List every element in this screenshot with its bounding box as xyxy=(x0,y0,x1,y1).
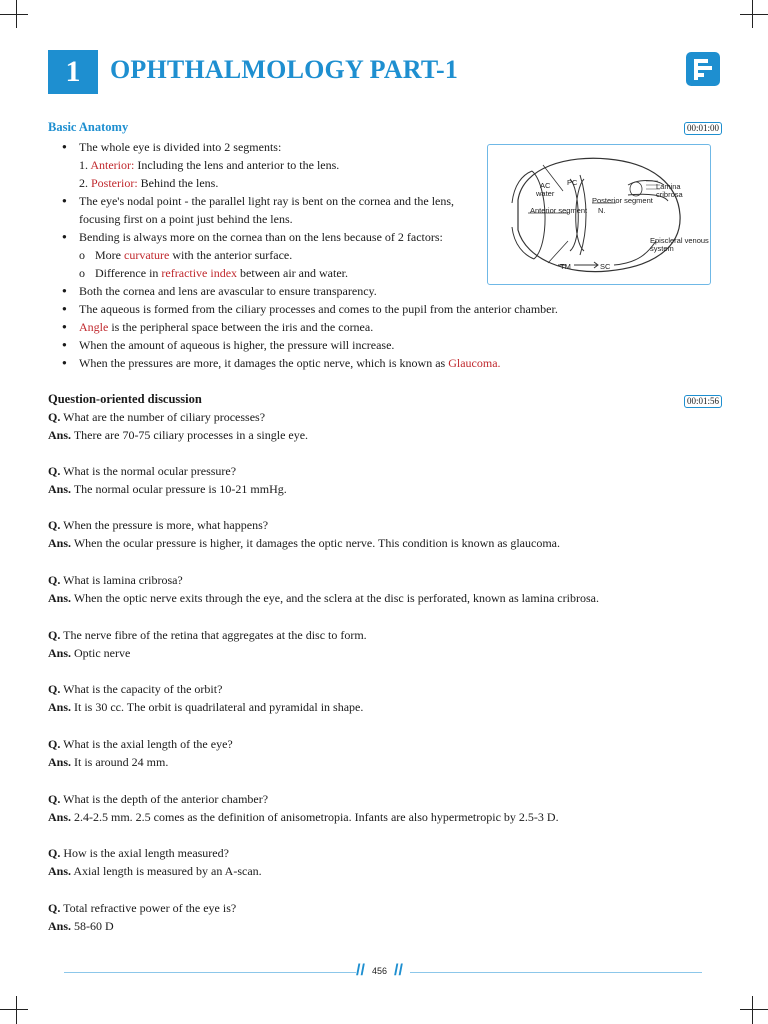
list-item: ● When the amount of aqueous is higher, the pressure will increase. xyxy=(62,336,558,354)
chapter-number-badge xyxy=(48,50,98,94)
page-title: OPHTHALMOLOGY PART-1 xyxy=(110,55,459,84)
qa-pair xyxy=(48,735,233,771)
diagram-label-lamina-cribrosa: Lamina cribrosa xyxy=(656,182,683,199)
answer: Ans. The normal ocular pressure is 10-21 mmHg. xyxy=(48,482,287,496)
diagram-label-tm: TM xyxy=(560,262,571,271)
chapter-number: 1 xyxy=(65,55,81,88)
answer: Ans. It is 30 cc. The orbit is quadrilateral and pyramidal in shape. xyxy=(48,700,364,714)
answer: Ans. When the ocular pressure is higher, it damages the optic nerve. This condition is known as glaucoma. xyxy=(48,536,560,550)
diagram-label-ac-water: AC water xyxy=(536,181,555,198)
term-highlight: Posterior: xyxy=(91,176,138,190)
video-timestamp[interactable]: 00:01:56 xyxy=(684,395,722,408)
diagram-label-anterior-segment: Anterior segment xyxy=(530,206,588,215)
term-highlight: refractive index xyxy=(161,266,238,280)
qa-pair xyxy=(48,844,262,880)
list-item: ● The whole eye is divided into 2 segments: xyxy=(62,138,558,156)
list-item: 2. Posterior: Behind the lens. xyxy=(79,176,219,190)
qa-pair xyxy=(48,790,559,826)
answer: Ans. When the optic nerve exits through the eye, and the sclera at the disc is perforated, known as lamina cribrosa. xyxy=(48,591,599,605)
answer: Ans. 2.4-2.5 mm. 2.5 comes as the definition of anisometropia. Infants are also hypermetropic by 2.5-3 D. xyxy=(48,810,559,824)
question: Q. Total refractive power of the eye is? xyxy=(48,901,237,915)
term-highlight: Glaucoma. xyxy=(448,356,501,370)
qa-pair xyxy=(48,571,599,607)
diagram-label-nodal-point: N. xyxy=(598,206,606,215)
question: Q. What is lamina cribrosa? xyxy=(48,573,183,587)
list-item: o Difference in refractive index between air and water. xyxy=(79,266,348,280)
crop-mark xyxy=(16,996,17,1024)
question: Q. What is the axial length of the eye? xyxy=(48,737,233,751)
term-highlight: Angle xyxy=(79,320,109,334)
crop-mark xyxy=(752,996,753,1024)
answer: Ans. It is around 24 mm. xyxy=(48,755,169,769)
qa-pair xyxy=(48,408,308,444)
list-item: ● Angle is the peripheral space between the iris and the cornea. xyxy=(62,318,558,336)
answer: Ans. Optic nerve xyxy=(48,646,131,660)
crop-mark xyxy=(740,1009,768,1010)
crop-mark xyxy=(16,0,17,28)
eye-anatomy-diagram xyxy=(487,144,711,285)
answer: Ans. Axial length is measured by an A-scan. xyxy=(48,864,262,878)
qa-pair xyxy=(48,516,560,552)
term-highlight: Anterior: xyxy=(90,158,135,172)
question: Q. What is the capacity of the orbit? xyxy=(48,682,223,696)
crop-mark xyxy=(740,14,768,15)
crop-mark xyxy=(0,1009,28,1010)
section-heading-basic-anatomy: Basic Anatomy xyxy=(48,120,129,134)
list-item-continuation: focusing first on a point just behind the lens. xyxy=(79,212,293,226)
qa-pair xyxy=(48,626,367,662)
qa-pair xyxy=(48,899,236,935)
list-item: 1. Anterior: Including the lens and anterior to the lens. xyxy=(79,158,340,172)
page-number: 456 xyxy=(372,966,388,976)
list-item: o More curvature with the anterior surface. xyxy=(79,248,293,262)
list-item: ● Both the cornea and lens are avascular to ensure transparency. xyxy=(62,282,558,300)
list-item: ● When the pressures are more, it damages the optic nerve, which is known as Glaucoma. xyxy=(62,354,558,372)
diagram-label-posterior-segment: Posterior segment xyxy=(592,196,653,205)
list-item: ● The eye's nodal point - the parallel light ray is bent on the cornea and the lens, xyxy=(62,192,558,210)
question: Q. The nerve fibre of the retina that aggregates at the disc to form. xyxy=(48,628,367,642)
list-item: ● Bending is always more on the cornea than on the lens because of 2 factors: xyxy=(62,228,558,246)
question: Q. What is the normal ocular pressure? xyxy=(48,464,237,478)
footer-ornament: // xyxy=(356,962,365,979)
list-item: ● The aqueous is formed from the ciliary processes and comes to the pupil from the anterior chamber. xyxy=(62,300,558,318)
diagram-label-episcleral-venous-system: Episcleral venous system xyxy=(650,236,709,253)
crop-mark xyxy=(0,14,28,15)
question: Q. What is the depth of the anterior chamber? xyxy=(48,792,269,806)
footer-rule-right xyxy=(410,972,702,973)
diagram-label-pc: PC xyxy=(567,178,578,187)
diagram-label-sc: SC xyxy=(600,262,611,271)
section-heading-question-discussion: Question-oriented discussion xyxy=(48,392,202,406)
qa-pair xyxy=(48,680,363,716)
answer: Ans. 58-60 D xyxy=(48,919,114,933)
question: Q. When the pressure is more, what happens? xyxy=(48,518,269,532)
anatomy-bullet-list xyxy=(62,138,558,372)
footer-rule-left xyxy=(64,972,356,973)
p-logo-icon xyxy=(686,52,720,86)
question: Q. How is the axial length measured? xyxy=(48,846,229,860)
answer: Ans. There are 70-75 ciliary processes in a single eye. xyxy=(48,428,309,442)
qa-pair xyxy=(48,462,287,498)
question: Q. What are the number of ciliary processes? xyxy=(48,410,266,424)
footer-ornament: // xyxy=(394,962,403,979)
crop-mark xyxy=(752,0,753,28)
video-timestamp[interactable]: 00:01:00 xyxy=(684,122,722,135)
term-highlight: curvature xyxy=(124,248,170,262)
